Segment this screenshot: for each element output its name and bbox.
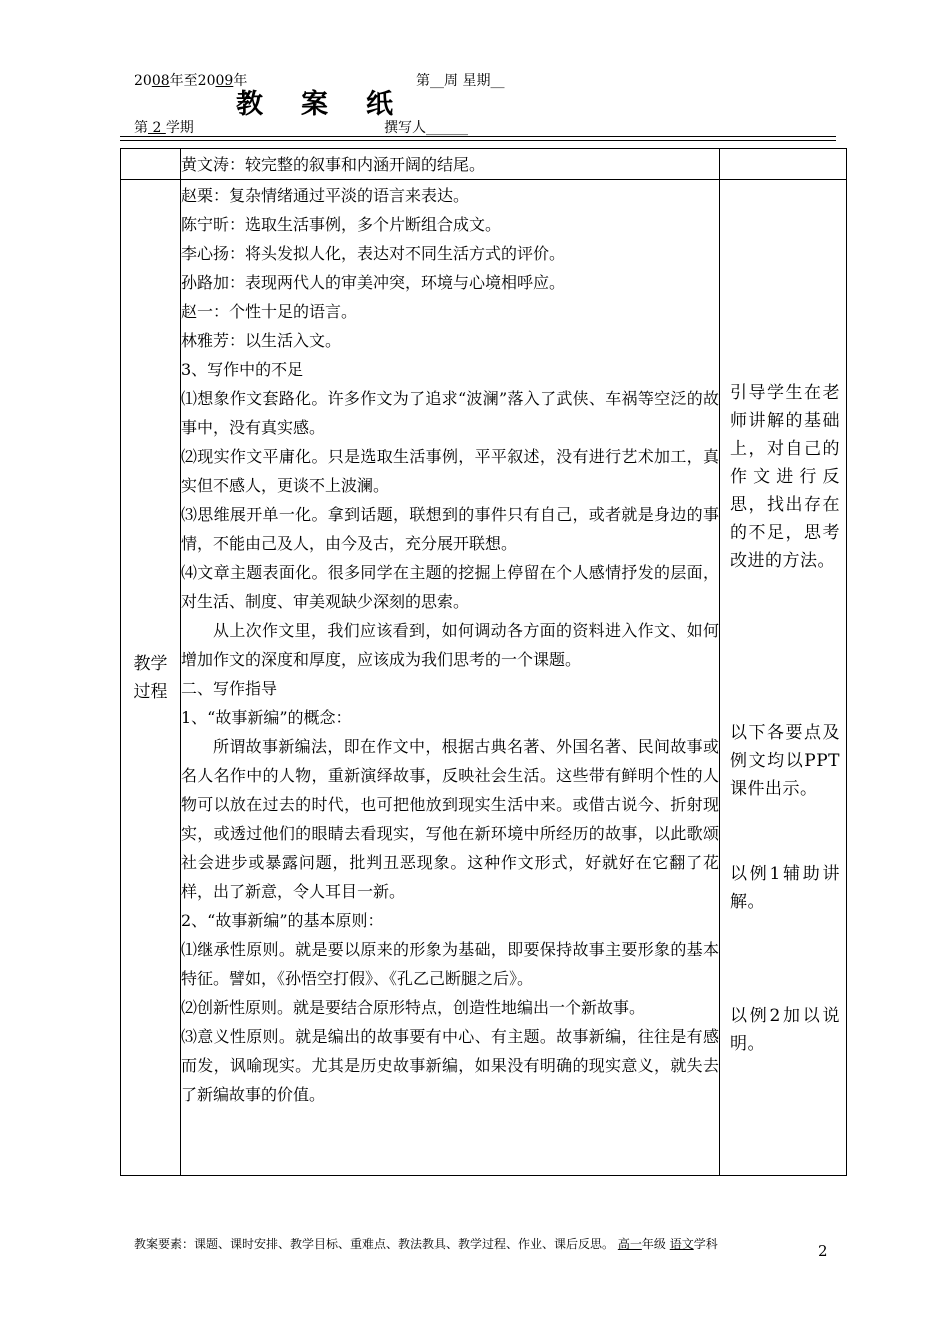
content-line: 黄文涛：较完整的叙事和内涵开阔的结尾。 <box>181 155 486 174</box>
content-line: 赵一：个性十足的语言。 <box>181 302 358 321</box>
year-start: 08 <box>151 73 170 89</box>
note-item: 引导学生在老师讲解的基础上，对自己的作文进行反思，找出存在的不足，思考改进的方法。 <box>730 383 840 571</box>
section-label: 教学过程 <box>133 653 168 702</box>
content-line: ⑶思维展开单一化。拿到话题，联想到的事件只有自己，或者就是身边的事情，不能由己及人，由今及古，充分展开联想。 <box>181 505 719 553</box>
note-item: 以例2加以说明。 <box>730 1006 840 1054</box>
content-cell <box>181 149 720 180</box>
footer-grade: 高一 <box>617 1237 642 1251</box>
year-end: 09 <box>215 73 234 89</box>
content-line: 陈宁昕：选取生活事例，多个片断组合成文。 <box>181 215 502 234</box>
content-line: ⑴继承性原则。就是要以原来的形象为基础，即要保持故事主要形象的基本特征。譬如，《孙悟空打假》、《孔乙己断腿之后》。 <box>181 940 719 988</box>
note-item: 以例1辅助讲解。 <box>730 864 840 912</box>
content-line: ⑴想象作文套路化。许多作文为了追求“波澜”落入了武侠、车祸等空泛的故事中，没有真实感。 <box>181 389 719 437</box>
table-row <box>121 149 847 180</box>
content-line: 二、写作指导 <box>181 679 278 698</box>
notes-cell <box>720 180 847 1176</box>
header-rule-thin <box>120 140 836 141</box>
lesson-table <box>120 148 847 1176</box>
content-line: ⑷文章主题表面化。很多同学在主题的挖掘上停留在个人感情抒发的层面，对生活、制度、审美观缺少深刻的思索。 <box>181 563 719 611</box>
content-line: ⑵现实作文平庸化。只是选取生活事例，平平叙述，没有进行艺术加工，真实但不感人，更谈不上波澜。 <box>181 447 719 495</box>
note-cell-empty <box>720 149 847 180</box>
content-line: 孙路加：表现两代人的审美冲突，环境与心境相呼应。 <box>181 273 566 292</box>
footer-subject-suffix: 学科 <box>693 1237 718 1251</box>
content-line: 2、“故事新编”的基本原则： <box>181 911 384 930</box>
author-label: 撰写人______ <box>384 120 468 136</box>
content-line: 1、“故事新编”的概念： <box>181 708 352 727</box>
footer-subject: 语文 <box>669 1237 694 1251</box>
content-cell <box>181 180 720 1176</box>
term-label <box>134 119 194 137</box>
content-line: 3、写作中的不足 <box>181 360 304 379</box>
content-line: 赵栗：复杂情绪通过平淡的语言来表达。 <box>181 186 470 205</box>
section-label-cell <box>121 180 181 1176</box>
header-rule-thick <box>120 136 836 137</box>
year-mid: 年至20 <box>169 73 216 89</box>
table-row <box>121 180 847 1176</box>
content-line: 所谓故事新编法，即在作文中，根据古典名著、外国名著、民间故事或名人名作中的人物，重新演绎故事，反映社会生活。这些带有鲜明个性的人物可以放在过去的时代，也可把他放到现实生活中来。或借古说今、折射现实，或透过他们的眼睛去看现实，写他在新环境中所经历的故事，以此歌颂社会进步或暴露问题，批判丑恶现象。这种作文形式，好就好在它翻了花样，出了新意，令人耳目一新。 <box>181 737 719 901</box>
year-start-prefix: 20 <box>134 73 152 89</box>
week-label: 第__周 星期__ <box>416 73 505 89</box>
footer-grade-suffix: 年级 <box>641 1237 666 1251</box>
footer-text <box>134 1236 718 1252</box>
content-line: 林雅芳：以生活入文。 <box>181 331 342 350</box>
year-suffix: 年 <box>233 73 248 89</box>
label-cell-empty <box>121 149 181 180</box>
page-title: 教案纸 <box>236 89 431 120</box>
page-number: 2 <box>818 1242 828 1260</box>
term-prefix: 第 <box>134 120 148 136</box>
note-item: 以下各要点及例文均以PPT课件出示。 <box>730 723 840 799</box>
content-line: 李心扬：将头发拟人化，表达对不同生活方式的评价。 <box>181 244 566 263</box>
content-line: 从上次作文里，我们应该看到，如何调动各方面的资料进入作文、如何增加作文的深度和厚度，应该成为我们思考的一个课题。 <box>181 621 719 669</box>
footer-elements: 教案要素：课题、课时安排、教学目标、重难点、教法教具、教学过程、作业、课后反思。 <box>134 1237 615 1251</box>
year-range <box>134 72 247 90</box>
content-line: ⑶意义性原则。就是编出的故事要有中心、有主题。故事新编，往往是有感而发，讽喻现实。尤其是历史故事新编，如果没有明确的现实意义，就失去了新编故事的价值。 <box>181 1027 719 1104</box>
term-number: 2 <box>148 120 166 136</box>
term-suffix: 学期 <box>165 120 194 136</box>
content-line: ⑵创新性原则。就是要结合原形特点，创造性地编出一个新故事。 <box>181 998 646 1017</box>
